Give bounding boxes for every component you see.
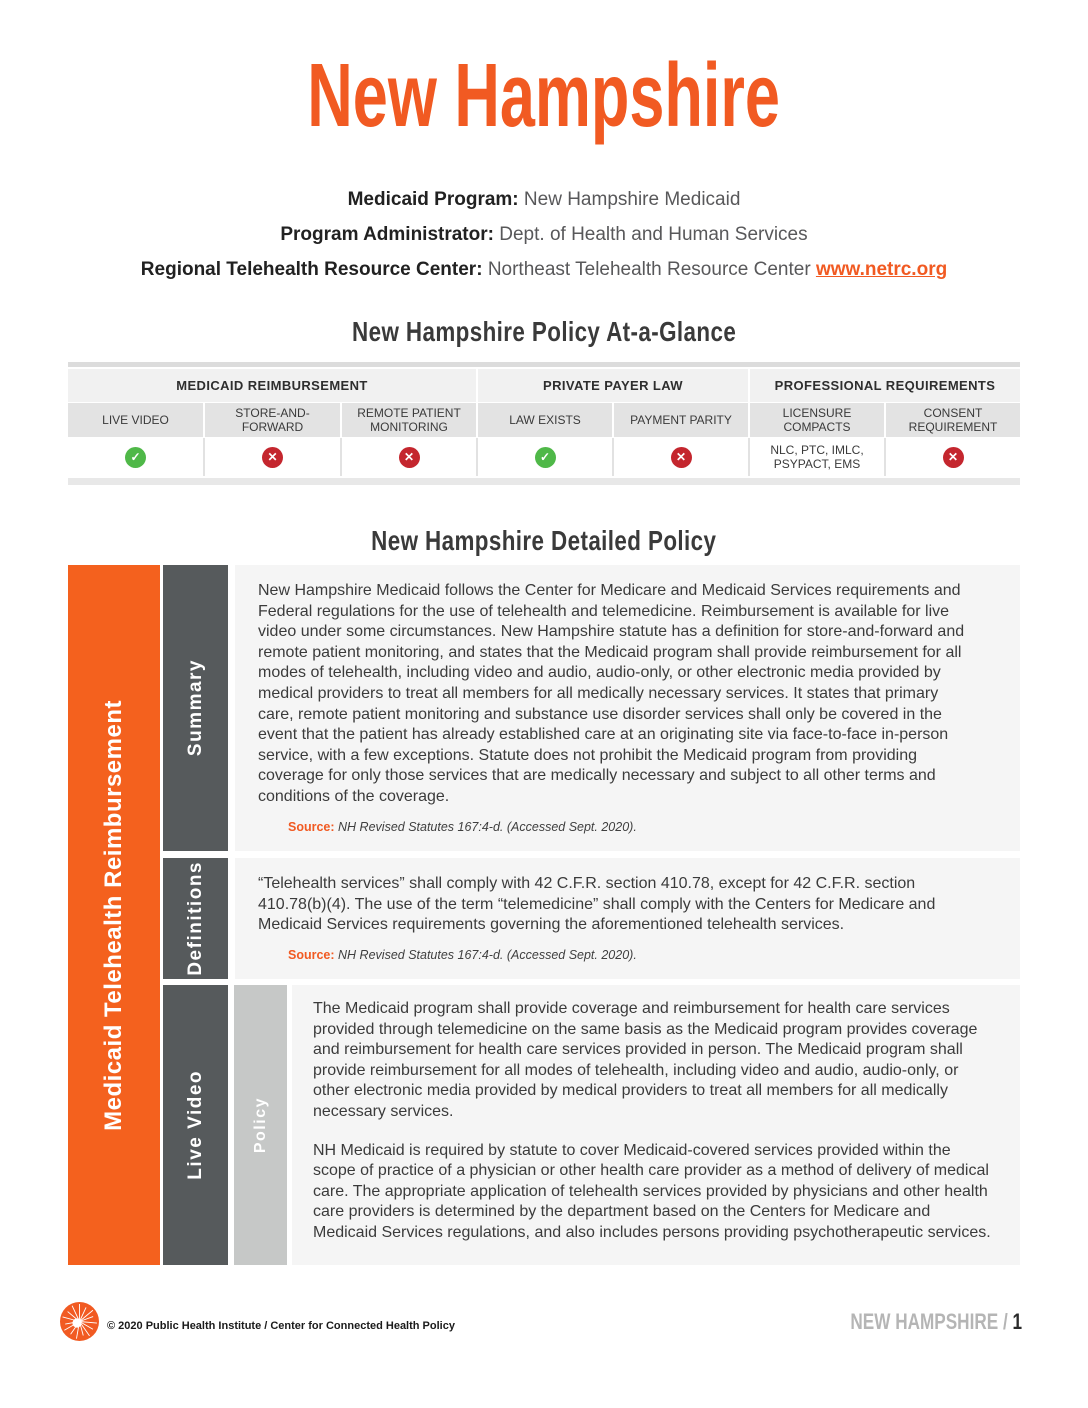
field-label: Medicaid Program:: [347, 189, 519, 210]
program-administrator-line: [0, 217, 1088, 252]
source-text: NH Revised Statutes 167:4-d. (Accessed Sept. 2020).: [338, 947, 637, 962]
cross-icon: [262, 447, 283, 468]
footer-page-number: 1: [1012, 1309, 1022, 1334]
summary-source: [258, 820, 975, 834]
medicaid-program-line: [0, 182, 1088, 217]
at-a-glance-table: [68, 362, 1020, 485]
check-icon: [535, 447, 556, 468]
col-header-licensure-compacts: LICENSURE COMPACTS: [750, 403, 884, 437]
detailed-title: New Hampshire Detailed Policy: [371, 525, 717, 556]
table-group-header-row: [68, 369, 1020, 402]
field-label: Regional Telehealth Resource Center:: [140, 259, 483, 280]
value-remote-patient-monitoring: [342, 438, 476, 476]
summary-paragraph: New Hampshire Medicaid follows the Center for Medicare and Medicaid Services requirements and Federal regulations for the use of telehealth and telemedicine. Reimbursement is available for live video under some circumstances. New Hampshire statute has a definition for store-and-forward and remote patient monitoring, and states that the Medicaid program shall provide reimbursement for all modes of telehealth, including video and audio, audio-only, or other electronic media provided by medical providers to treat all members for all medically necessary services. It states that primary care, remote patient monitoring and substance use disorder services shall only be covered in the event that the patient has already established care at an originating site via face-to-face in-person service, with a few exceptions. Statute does not prohibit the Medicaid program from providing coverage for only those services that are medically necessary and subject to all other terms and conditions of the coverage.: [258, 582, 965, 805]
field-value: Dept. of Health and Human Services: [499, 224, 808, 245]
table-top-strip: [68, 362, 1020, 367]
col-header-consent-requirement: CONSENT REQUIREMENT: [886, 403, 1020, 437]
detailed-policy-table: [68, 565, 1020, 1265]
live-video-policy-content: [292, 985, 1020, 1265]
definitions-source: [258, 948, 975, 962]
field-label: Program Administrator:: [280, 224, 494, 245]
value-store-and-forward: [205, 438, 340, 476]
summary-content: [235, 565, 1020, 851]
row-label-definitions: Definitions: [163, 858, 228, 979]
footer-state-label: NEW HAMPSHIRE /: [850, 1309, 1013, 1334]
phi-sunburst-logo-icon: [60, 1302, 99, 1341]
footer-copyright: © 2020 Public Health Institute / Center for Connected Health Policy: [107, 1320, 455, 1332]
program-info: [0, 182, 1088, 287]
cross-icon: [399, 447, 420, 468]
value-licensure-compacts: NLC, PTC, IMLC, PSYPACT, EMS: [750, 438, 884, 476]
live-video-paragraph-1: The Medicaid program shall provide coverage and reimbursement for health care services provided through telemedicine on the same basis as the Medicaid program provides coverage and reimbursement for health care services provided in person. The Medicaid program shall provide reimbursement for all modes of telehealth, including video and audio, audio-only, or other electronic media provided by medical providers to treat all members for all medically necessary services.: [313, 1000, 978, 1120]
source-text: NH Revised Statutes 167:4-d. (Accessed Sept. 2020).: [338, 819, 637, 834]
group-header-professional-requirements: PROFESSIONAL REQUIREMENTS: [750, 369, 1020, 402]
live-video-paragraph-2: NH Medicaid is required by statute to cover Medicaid-covered services provided within the scope of practice of a physician or other health care provider as a method of delivery of medical care. The appropriate application of telehealth services provided by physicians and other health care providers is determined by the department based on the Centers for Medicare and Medicaid Services regulations, and also includes persons providing psychotherapeutic services.: [313, 1141, 991, 1241]
col-header-law-exists: LAW EXISTS: [478, 403, 612, 437]
table-value-row: [68, 438, 1020, 476]
value-consent-requirement: [886, 438, 1020, 476]
category-label: Medicaid Telehealth Reimbursement: [100, 699, 127, 1131]
source-label: Source:: [288, 819, 335, 834]
source-label: Source:: [288, 947, 335, 962]
col-header-payment-parity: PAYMENT PARITY: [614, 403, 748, 437]
cross-icon: [671, 447, 692, 468]
table-column-header-row: [68, 403, 1020, 437]
field-value: New Hampshire Medicaid: [523, 189, 741, 210]
cross-icon: [943, 447, 964, 468]
col-header-remote-patient-monitoring: REMOTE PATIENT MONITORING: [342, 403, 476, 437]
resource-center-line: [0, 252, 1088, 287]
value-payment-parity: [614, 438, 748, 476]
netrc-link[interactable]: www.netrc.org: [815, 259, 948, 280]
footer-page-indicator: [802, 1309, 1022, 1335]
table-bottom-strip: [68, 478, 1020, 485]
category-bar-medicaid-telehealth-reimbursement: [68, 565, 160, 1265]
glance-title: New Hampshire Policy At-a-Glance: [351, 316, 737, 347]
row-sublabel-policy: Policy: [234, 985, 287, 1265]
page-title: New Hampshire: [307, 46, 781, 146]
check-icon: [125, 447, 146, 468]
definitions-paragraph: “Telehealth services” shall comply with 42 C.F.R. section 410.78, except for 42 C.F.R. section 410.78(b)(4). The use of the term “telemedicine” shall comply with the Centers for Medicare and Medicaid Services requirements governing the aforementioned telehealth services.: [258, 875, 936, 934]
field-value: Northeast Telehealth Resource Center: [487, 259, 811, 280]
col-header-live-video: LIVE VIDEO: [68, 403, 203, 437]
value-live-video: [68, 438, 203, 476]
col-header-store-and-forward: STORE-AND-FORWARD: [205, 403, 340, 437]
definitions-content: [235, 858, 1020, 979]
value-law-exists: [478, 438, 612, 476]
row-label-summary: Summary: [163, 565, 228, 851]
group-header-medicaid-reimbursement: MEDICAID REIMBURSEMENT: [68, 369, 476, 402]
row-label-live-video: Live Video: [163, 985, 228, 1265]
group-header-private-payer-law: PRIVATE PAYER LAW: [478, 369, 748, 402]
